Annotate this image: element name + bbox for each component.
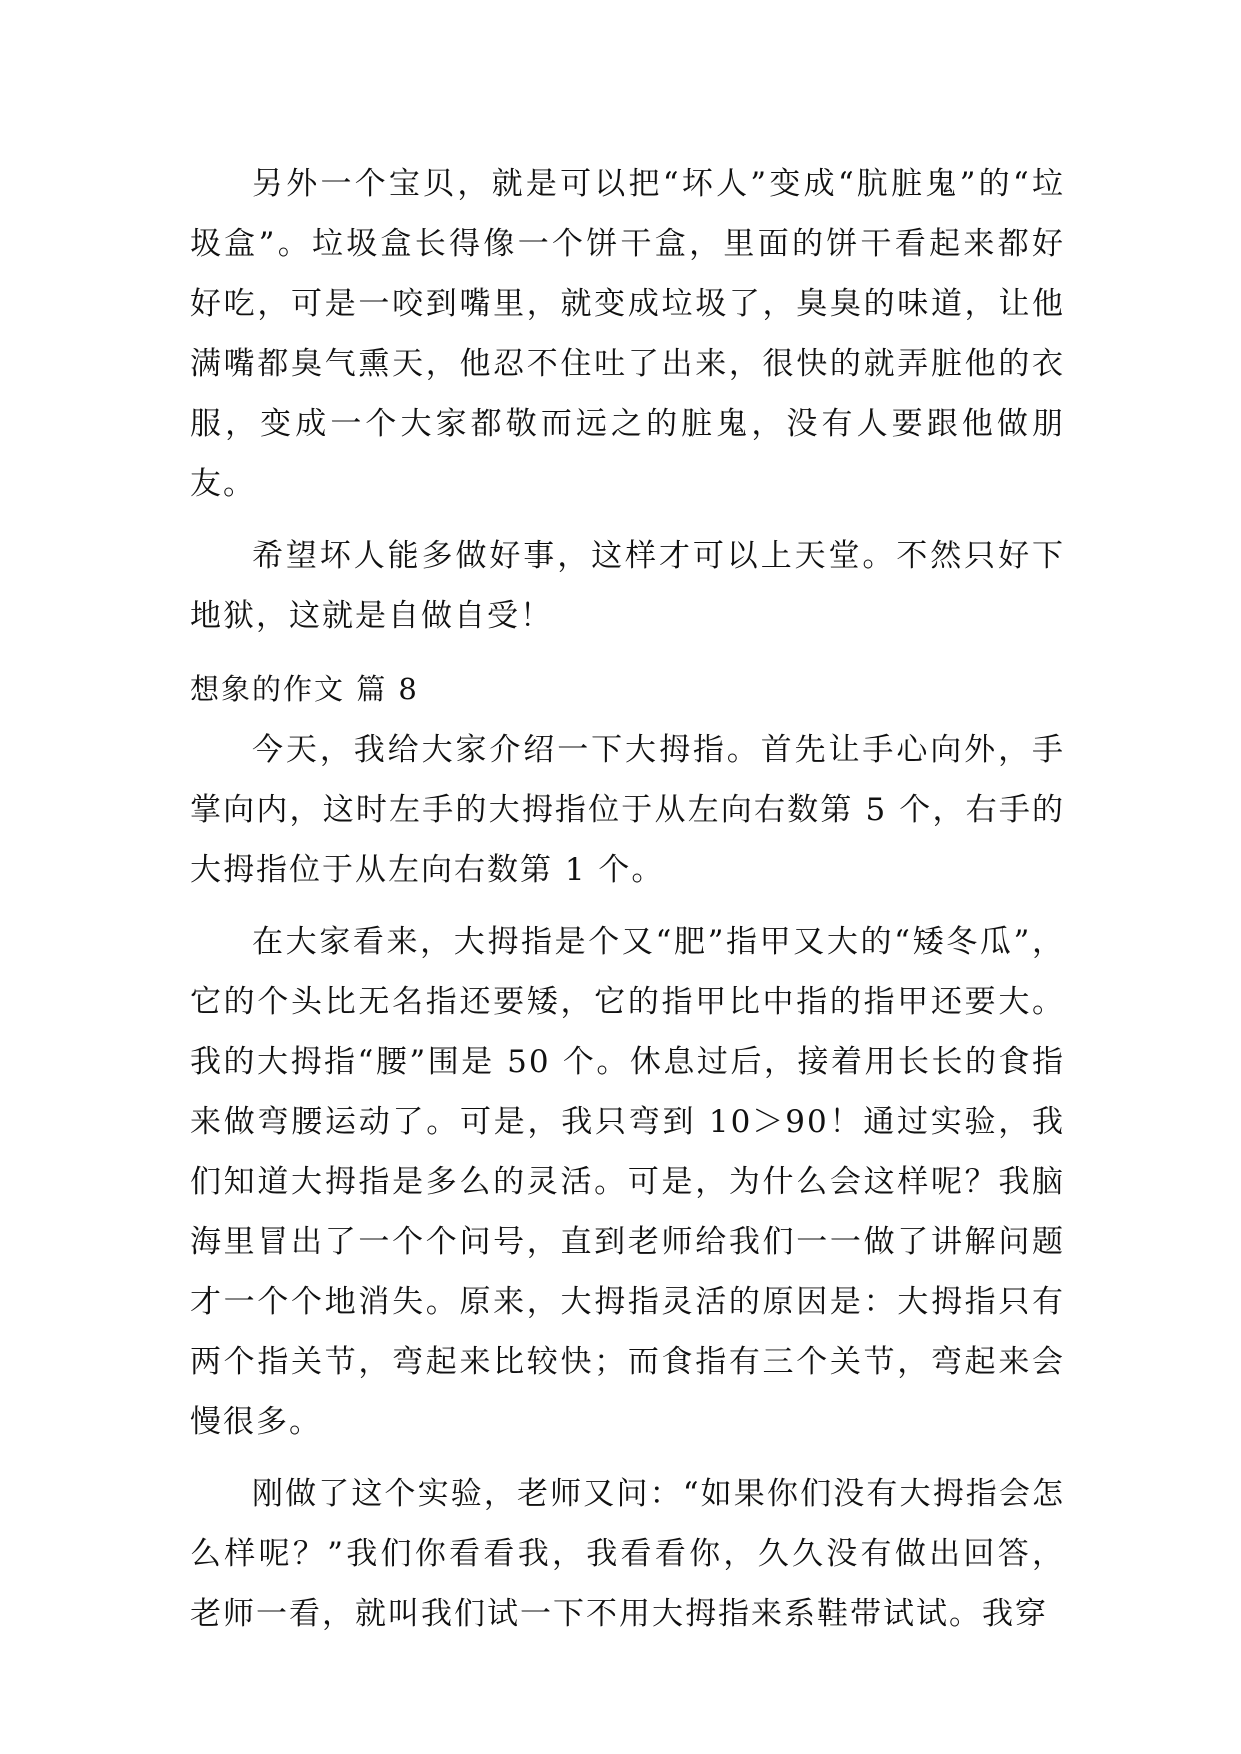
section-heading: 想象的作文 篇 8 bbox=[190, 672, 419, 706]
paragraph-hope: 希望坏人能多做好事，这样才可以上天堂。不然只好下地狱，这就是自做自受！ bbox=[190, 538, 1065, 634]
paragraph-intro-thumb: 今天，我给大家介绍一下大拇指。首先让手心向外，手掌向内，这时左手的大拇指位于从左向右数第 5 个，右手的大拇指位于从左向右数第 1 个。 bbox=[190, 732, 1065, 888]
paragraph-experiment: 刚做了这个实验，老师又问：“如果你们没有大拇指会怎么样呢？”我们你看看我，我看看你，久久没有做出回答，老师一看，就叫我们试一下不用大拇指来系鞋带试试。我穿 bbox=[190, 1476, 1065, 1632]
paragraph-garbage-box: 另外一个宝贝，就是可以把“坏人”变成“肮脏鬼”的“垃圾盒”。垃圾盒长得像一个饼干盒，里面的饼干看起来都好好吃，可是一咬到嘴里，就变成垃圾了，臭臭的味道，让他满嘴都臭气熏天，他忍不住吐了出来，很快的就弄脏他的衣服，变成一个大家都敬而远之的脏鬼，没有人要跟他做朋友。 bbox=[190, 166, 1065, 502]
paragraph-thumb-description: 在大家看来，大拇指是个又“肥”指甲又大的“矮冬瓜”，它的个头比无名指还要矮，它的指甲比中指的指甲还要大。我的大拇指“腰”围是 50 个。休息过后，接着用长长的食指来做弯腰运动了。可是，我只弯到 10＞90！通过实验，我们知道大拇指是多么的灵活。可是，为什么会这样呢？我脑海里冒出了一个个问号，直到老师给我们一一做了讲解问题才一个个地消失。原来，大拇指灵活的原因是：大拇指只有两个指关节，弯起来比较快；而食指有三个关节，弯起来会慢很多。 bbox=[190, 924, 1065, 1440]
document-page bbox=[190, 154, 1065, 1656]
